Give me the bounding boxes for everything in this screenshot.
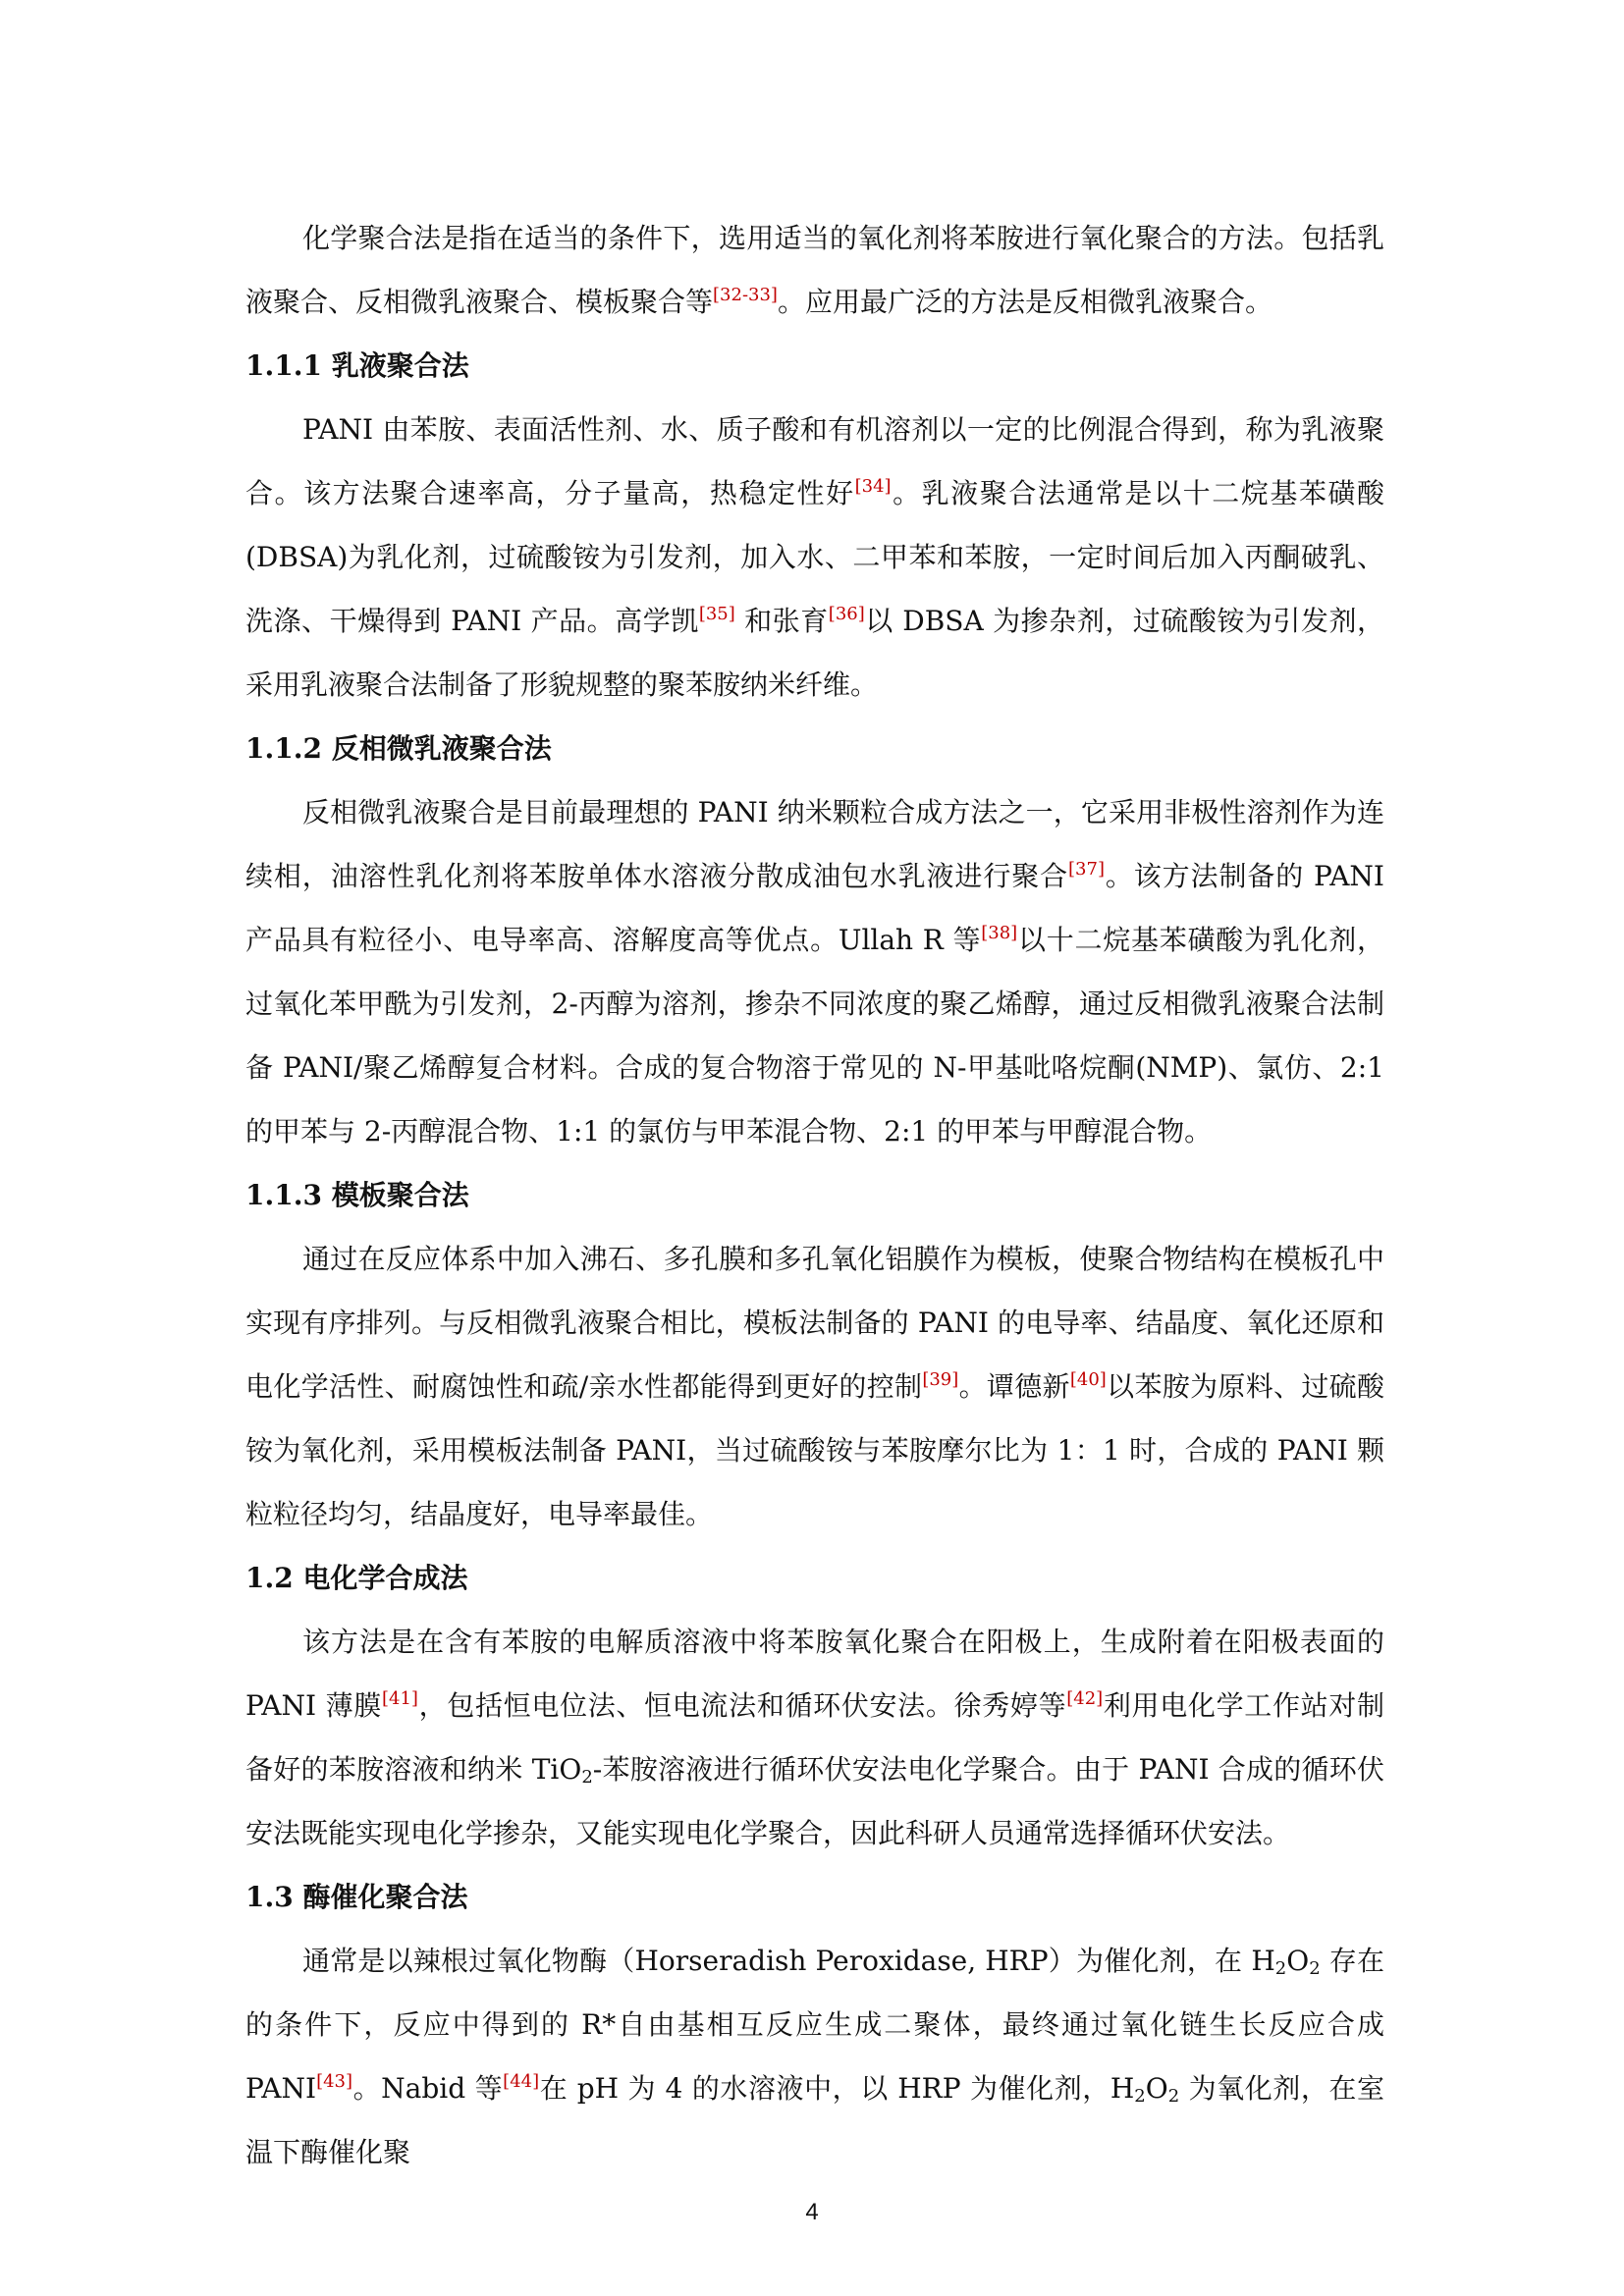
citation-ref[interactable]: [42] [1066, 1688, 1104, 1709]
citation-ref[interactable]: [37] [1068, 859, 1105, 880]
paragraph-emulsion-polymerization: PANI 由苯胺、表面活性剂、水、质子酸和有机溶剂以一定的比例混合得到，称为乳液聚合。该方法聚合速率高，分子量高，热稳定性好[34]。乳液聚合法通常是以十二烷基苯磺酸(DBSA)为乳化剂，过硫酸铵为引发剂，加入水、二甲苯和苯胺，一定时间后加入丙酮破乳、洗涤、干燥得到 PANI 产品。高学凯[35] 和张育[36]以 DBSA 为掺杂剂，过硫酸铵为引发剂，采用乳液聚合法制备了形貌规整的聚苯胺纳米纤维。 [245, 413, 1384, 701]
page-body [245, 206, 1384, 2184]
section-heading-1-1-3: 1.1.3 模板聚合法 [245, 1179, 469, 1211]
paragraph-electrochemical-synthesis: 该方法是在含有苯胺的电解质溶液中将苯胺氧化聚合在阳极上，生成附着在阳极表面的 PANI 薄膜[41]，包括恒电位法、恒电流法和循环伏安法。徐秀婷等[42]利用电化学工作站对制备好的苯胺溶液和纳米 TiO$_2$-苯胺溶液进行循环伏安法电化学聚合。由于 PANI 合成的循环伏安法既能实现电化学掺杂，又能实现电化学聚合，因此科研人员通常选择循环伏安法。 [245, 1626, 1384, 1849]
section-heading-1-1-1: 1.1.1 乳液聚合法 [245, 349, 469, 382]
citation-ref[interactable]: [35] [698, 604, 735, 624]
citation-ref[interactable]: [34] [854, 476, 892, 497]
citation-ref[interactable]: [44] [503, 2071, 540, 2092]
citation-ref[interactable]: [38] [981, 923, 1018, 943]
paragraph-inverse-microemulsion: 反相微乳液聚合是目前最理想的 PANI 纳米颗粒合成方法之一，它采用非极性溶剂作为连续相，油溶性乳化剂将苯胺单体水溶液分散成油包水乳液进行聚合[37]。该方法制备的 PANI 产品具有粒径小、电导率高、溶解度高等优点。Ullah R 等[38]以十二烷基苯磺酸为乳化剂，过氧化苯甲酰为引发剂，2-丙醇为溶剂，掺杂不同浓度的聚乙烯醇，通过反相微乳液聚合法制备 PANI/聚乙烯醇复合材料。合成的复合物溶于常见的 N-甲基吡咯烷酮(NMP)、氯仿、2:1 的甲苯与 2-丙醇混合物、1:1 的氯仿与甲苯混合物、2:1 的甲苯与甲醇混合物。 [245, 796, 1384, 1148]
citation-ref[interactable]: [43] [316, 2071, 353, 2092]
section-heading-1-2: 1.2 电化学合成法 [245, 1562, 468, 1594]
citation-ref[interactable]: [41] [382, 1688, 418, 1709]
citation-ref[interactable]: [40] [1069, 1369, 1107, 1390]
citation-ref[interactable]: [32-33] [713, 285, 778, 305]
paragraph-enzyme-catalyzed: 通常是以辣根过氧化物酶（Horseradish Peroxidase, HRP）为催化剂，在 $H_2O_2$ 存在的条件下，反应中得到的 R*自由基相互反应生成二聚体，最终通过氧化链生长反应合成 PANI[43]。Nabid 等[44]在 pH 为 4 的水溶液中，以 HRP 为催化剂，$H_2O_2$ 为氧化剂，在室温下酶催化聚 [245, 1945, 1384, 2168]
section-heading-1-1-2: 1.1.2 反相微乳液聚合法 [245, 732, 552, 765]
page-number: 4 [805, 2199, 819, 2225]
section-heading-1-3: 1.3 酶催化聚合法 [245, 1881, 468, 1913]
citation-ref[interactable]: [36] [828, 604, 865, 624]
paragraph-template-polymerization: 通过在反应体系中加入沸石、多孔膜和多孔氧化铝膜作为模板，使聚合物结构在模板孔中实现有序排列。与反相微乳液聚合相比，模板法制备的 PANI 的电导率、结晶度、氧化还原和电化学活性、耐腐蚀性和疏/亲水性都能得到更好的控制[39]。谭德新[40]以苯胺为原料、过硫酸铵为氧化剂，采用模板法制备 PANI，当过硫酸铵与苯胺摩尔比为 1：1 时，合成的 PANI 颗粒粒径均匀，结晶度好，电导率最佳。 [245, 1243, 1384, 1530]
citation-ref[interactable]: [39] [922, 1369, 959, 1390]
paragraph-intro: 化学聚合法是指在适当的条件下，选用适当的氧化剂将苯胺进行氧化聚合的方法。包括乳液聚合、反相微乳液聚合、模板聚合等[32-33]。应用最广泛的方法是反相微乳液聚合。 [245, 222, 1384, 318]
